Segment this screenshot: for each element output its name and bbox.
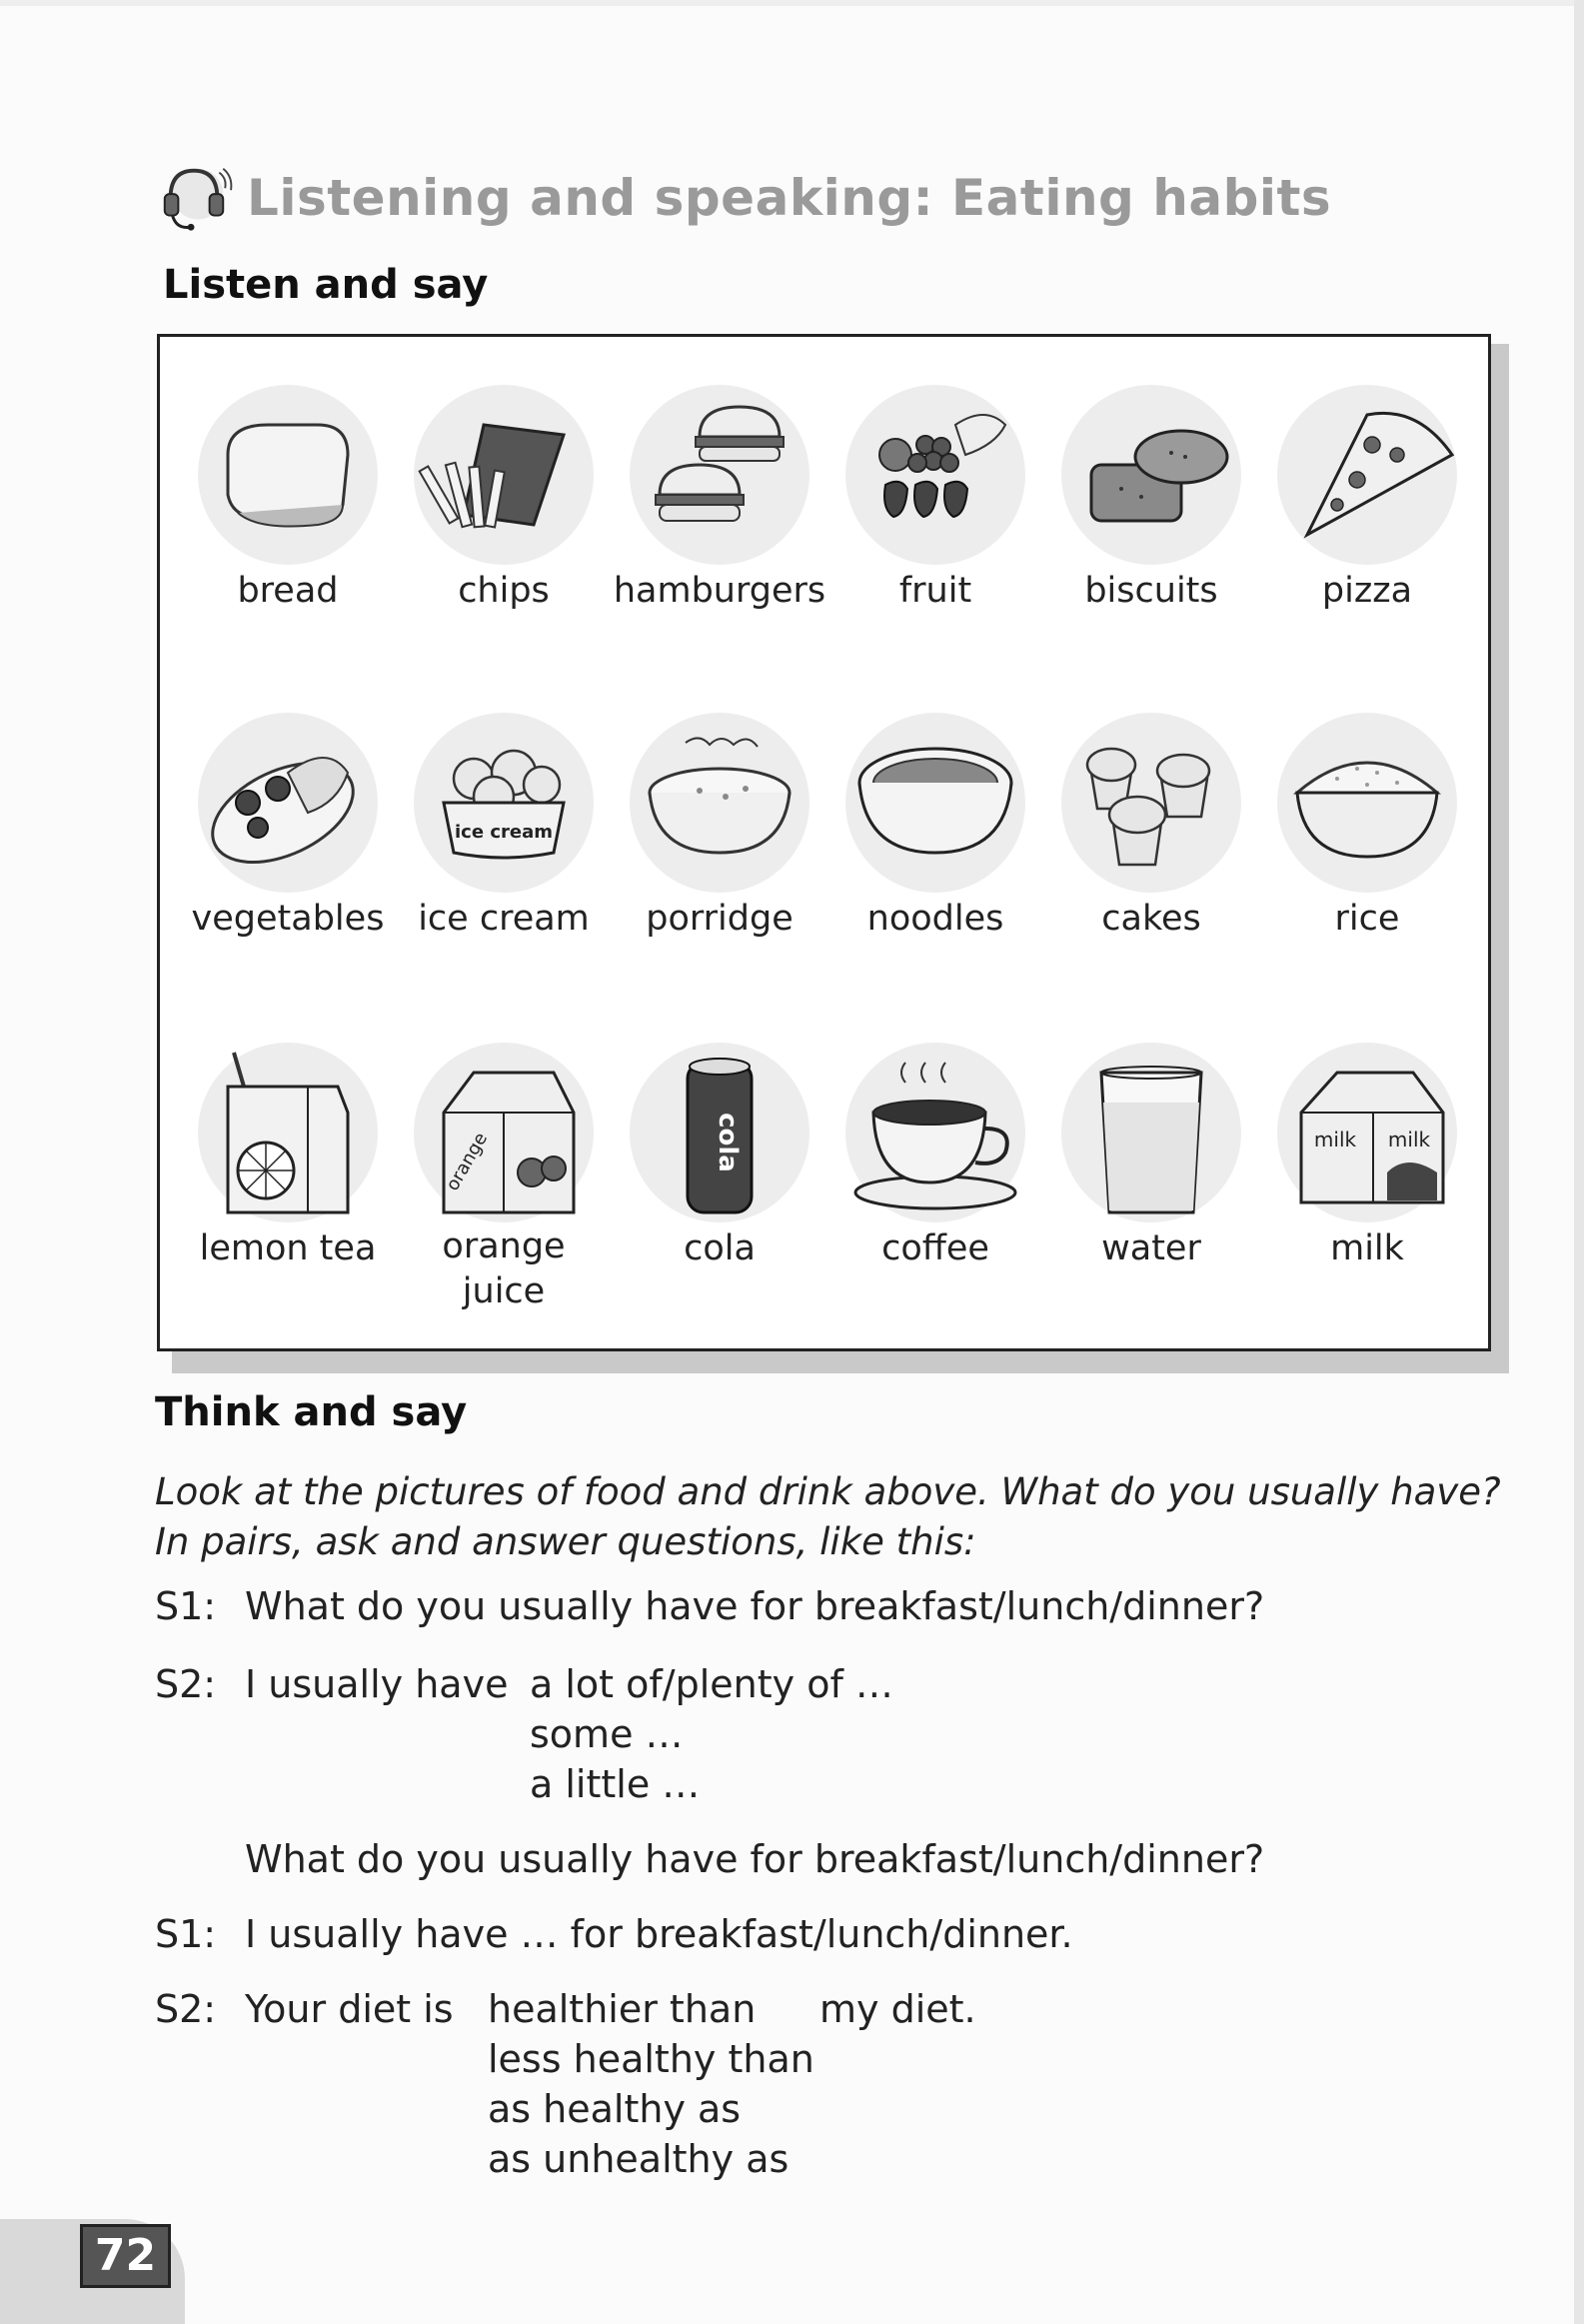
page-number: 72 <box>80 2224 171 2288</box>
food-item-orange-juice <box>396 1015 612 1314</box>
speaker-s2-label: S2: <box>155 1662 217 1706</box>
food-label: orange juice <box>442 1226 566 1311</box>
cola-icon <box>630 1043 809 1222</box>
hamburger-icon <box>630 385 809 565</box>
s2-question: What do you usually have for breakfast/lunch/dinner? <box>245 1837 1265 1881</box>
s2-comparison-lead: Your diet is <box>245 1987 454 2031</box>
food-item-coffee <box>827 1015 1043 1314</box>
comparison-option-1: healthier than <box>488 1987 757 2031</box>
food-label: water <box>1101 1228 1201 1268</box>
speaker-s2-label-2: S2: <box>155 1987 217 2031</box>
food-label: cola <box>684 1228 756 1268</box>
vegetables-icon <box>198 713 378 893</box>
food-item-fruit <box>827 357 1043 657</box>
rice-icon <box>1277 713 1457 893</box>
food-label: fruit <box>898 571 972 611</box>
food-picture-box <box>157 334 1491 1351</box>
porridge-icon <box>630 713 809 893</box>
headphones-icon <box>155 159 233 237</box>
page-edge <box>1574 0 1584 2324</box>
think-and-say-heading: Think and say <box>155 1389 468 1435</box>
fruit-icon <box>845 385 1025 565</box>
milk-icon <box>1277 1043 1457 1222</box>
food-label: ice cream <box>418 899 590 939</box>
food-item-water <box>1043 1015 1259 1314</box>
food-label: cakes <box>1101 899 1201 939</box>
food-item-hamburgers <box>612 357 827 657</box>
section-title <box>155 158 1331 238</box>
listen-and-say-heading: Listen and say <box>163 262 489 308</box>
s1-question: What do you usually have for breakfast/lunch/dinner? <box>245 1584 1265 1628</box>
water-icon <box>1061 1043 1241 1222</box>
food-label: vegetables <box>191 899 385 939</box>
comparison-option-3: as healthy as <box>488 2087 742 2131</box>
s1-answer: I usually have … for breakfast/lunch/dinner. <box>245 1912 1073 1956</box>
food-label: biscuits <box>1084 571 1218 611</box>
food-item-noodles <box>827 685 1043 985</box>
food-item-cola <box>612 1015 827 1314</box>
instruction-line-1: Look at the pictures of food and drink above. What do you usually have? <box>155 1470 1501 1513</box>
food-label: noodles <box>866 899 1004 939</box>
food-label: coffee <box>881 1228 989 1268</box>
food-label: chips <box>458 571 550 611</box>
biscuits-icon <box>1061 385 1241 565</box>
orange-juice-icon <box>414 1043 594 1222</box>
food-item-bread <box>180 357 396 657</box>
food-item-ice-cream <box>396 685 612 985</box>
food-item-pizza <box>1259 357 1475 657</box>
noodles-icon <box>845 713 1025 893</box>
food-label: porridge <box>646 899 793 939</box>
bread-icon <box>198 385 378 565</box>
comparison-option-4: as unhealthy as <box>488 2137 790 2181</box>
food-label: bread <box>237 571 339 611</box>
milk-carton-text: milk <box>1313 1128 1357 1152</box>
s2-answer-option-3: a little … <box>530 1762 701 1806</box>
s2-answer-lead: I usually have <box>245 1662 509 1706</box>
speaker-s1-label: S1: <box>155 1584 217 1628</box>
food-label: pizza <box>1321 571 1413 611</box>
s2-answer-option-1: a lot of/plenty of … <box>530 1662 893 1706</box>
food-item-porridge <box>612 685 827 985</box>
cakes-icon <box>1061 713 1241 893</box>
milk-carton-text-2: milk <box>1387 1128 1431 1152</box>
s2-answer-option-2: some … <box>530 1712 684 1756</box>
speaker-s1-label-2: S1: <box>155 1912 217 1956</box>
food-item-biscuits <box>1043 357 1259 657</box>
food-label: hamburgers <box>613 571 826 611</box>
food-label: rice <box>1334 899 1400 939</box>
ice-cream-icon <box>414 713 594 893</box>
food-item-milk <box>1259 1015 1475 1314</box>
food-item-rice <box>1259 685 1475 985</box>
food-label: lemon tea <box>199 1228 377 1268</box>
food-item-lemon-tea <box>180 1015 396 1314</box>
food-grid <box>160 337 1488 1348</box>
pizza-icon <box>1277 385 1457 565</box>
comparison-option-2: less healthy than <box>488 2037 814 2081</box>
cola-can-text: cola <box>713 1113 743 1172</box>
coffee-icon <box>845 1043 1025 1222</box>
lemon-tea-icon <box>198 1043 378 1222</box>
food-label: milk <box>1330 1228 1404 1268</box>
orange-carton-text: orange <box>442 1129 493 1194</box>
food-item-vegetables <box>180 685 396 985</box>
food-item-chips <box>396 357 612 657</box>
page-top-strip <box>0 0 1584 6</box>
chips-icon <box>414 385 594 565</box>
instruction-line-2: In pairs, ask and answer questions, like this: <box>155 1520 976 1563</box>
ice-cream-cup-text: ice cream <box>455 822 553 843</box>
comparison-tail: my diet. <box>819 1987 976 2031</box>
food-item-cakes <box>1043 685 1259 985</box>
section-title-text: Listening and speaking: Eating habits <box>247 169 1332 227</box>
